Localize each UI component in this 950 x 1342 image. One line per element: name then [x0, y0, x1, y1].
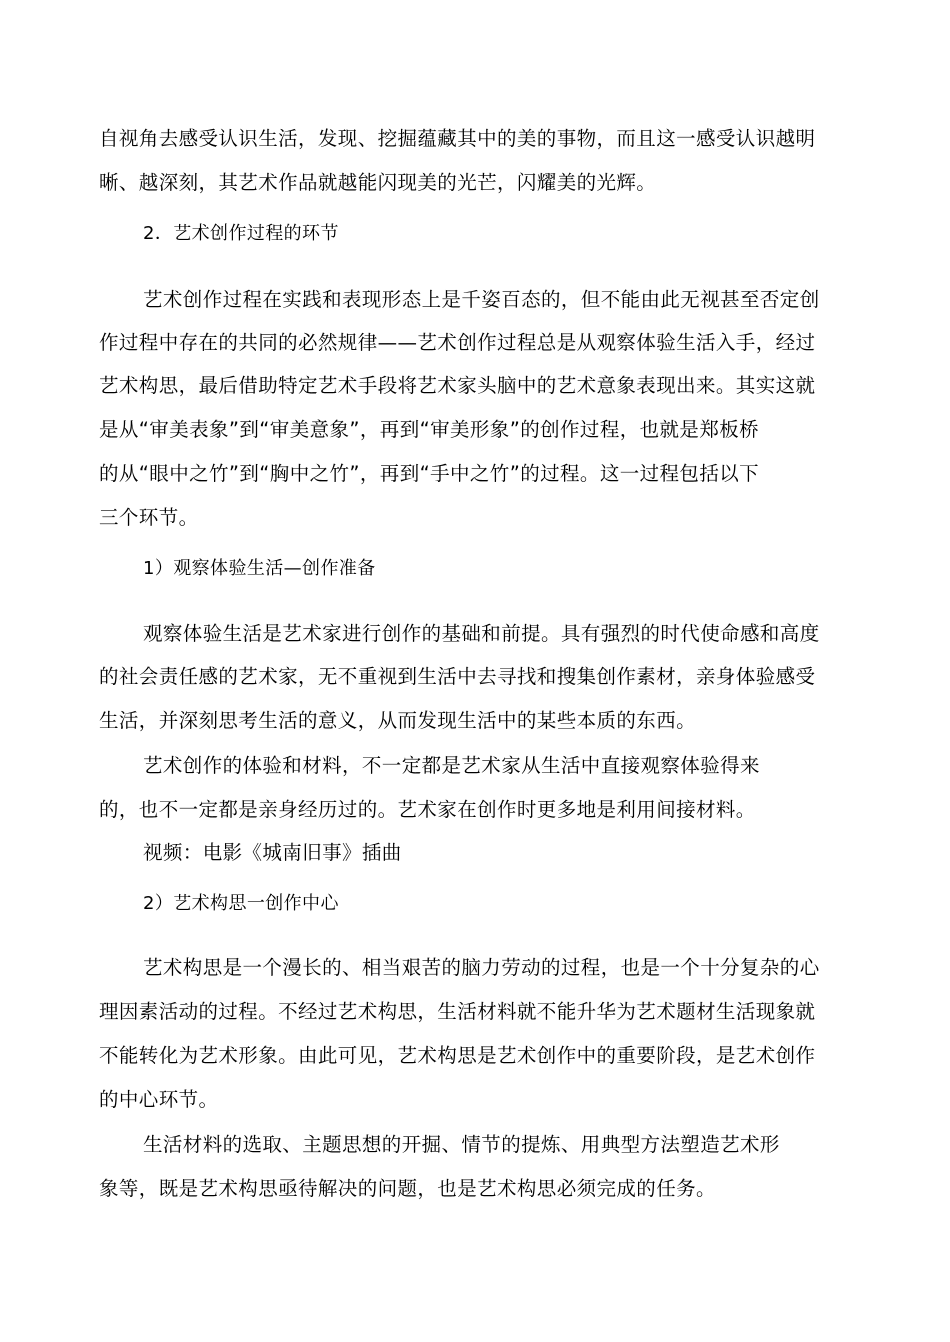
paragraph-line: 观察体验生活是艺术家进行创作的基础和前提。具有强烈的时代使命感和高度 — [143, 622, 820, 645]
paragraph-line: 生活材料的选取、主题思想的开掘、情节的提炼、用典型方法塑造艺术形 — [143, 1133, 780, 1156]
paragraph-line: 的社会责任感的艺术家，无不重视到生活中去寻找和搜集创作素材，亲身体验感受 — [99, 665, 816, 688]
paragraph-line: 艺术构思，最后借助特定艺术手段将艺术家头脑中的艺术意象表现出来。其实这就 — [99, 374, 816, 397]
subsection-heading: 2）艺术构思一创作中心 — [143, 893, 339, 914]
paragraph-line: 艺术创作的体验和材料，不一定都是艺术家从生活中直接观察体验得来 — [143, 754, 760, 777]
paragraph-line: 生活，并深刻思考生活的意义，从而发现生活中的某些本质的东西。 — [99, 709, 697, 732]
video-caption: 视频：电影《城南旧事》插曲 — [143, 841, 402, 864]
paragraph-line: 三个环节。 — [99, 506, 199, 529]
paragraph-line: 的，也不一定都是亲身经历过的。艺术家在创作时更多地是利用间接材料。 — [99, 798, 756, 821]
paragraph-line: 艺术构思是一个漫长的、相当艰苦的脑力劳动的过程，也是一个十分复杂的心 — [143, 956, 820, 979]
paragraph-line: 不能转化为艺术形象。由此可见，艺术构思是艺术创作中的重要阶段，是艺术创作 — [99, 1044, 816, 1067]
paragraph-line: 理因素活动的过程。不经过艺术构思，生活材料就不能升华为艺术题材生活现象就 — [99, 1000, 816, 1023]
paragraph-line: 的从“眼中之竹”到“胸中之竹”，再到“手中之竹”的过程。这一过程包括以下 — [99, 462, 760, 485]
paragraph-line: 艺术创作过程在实践和表现形态上是千姿百态的，但不能由此无视甚至否定创 — [143, 288, 820, 311]
paragraph-line: 的中心环节。 — [99, 1088, 219, 1111]
paragraph-line: 晰、越深刻，其艺术作品就越能闪现美的光芒，闪耀美的光辉。 — [99, 171, 657, 194]
paragraph-line: 自视角去感受认识生活，发现、挖掘蕴藏其中的美的事物，而且这一感受认识越明 — [99, 127, 816, 150]
section-heading: 2．艺术创作过程的环节 — [143, 223, 339, 244]
paragraph-line: 作过程中存在的共同的必然规律——艺术创作过程总是从观察体验生活入手，经过 — [99, 331, 816, 354]
paragraph-line: 是从“审美表象”到“审美意象”，再到“审美形象”的创作过程，也就是郑板桥 — [99, 418, 760, 441]
paragraph-line: 象等，既是艺术构思亟待解决的问题，也是艺术构思必须完成的任务。 — [99, 1177, 716, 1200]
subsection-heading: 1）观察体验生活—创作准备 — [143, 558, 376, 579]
